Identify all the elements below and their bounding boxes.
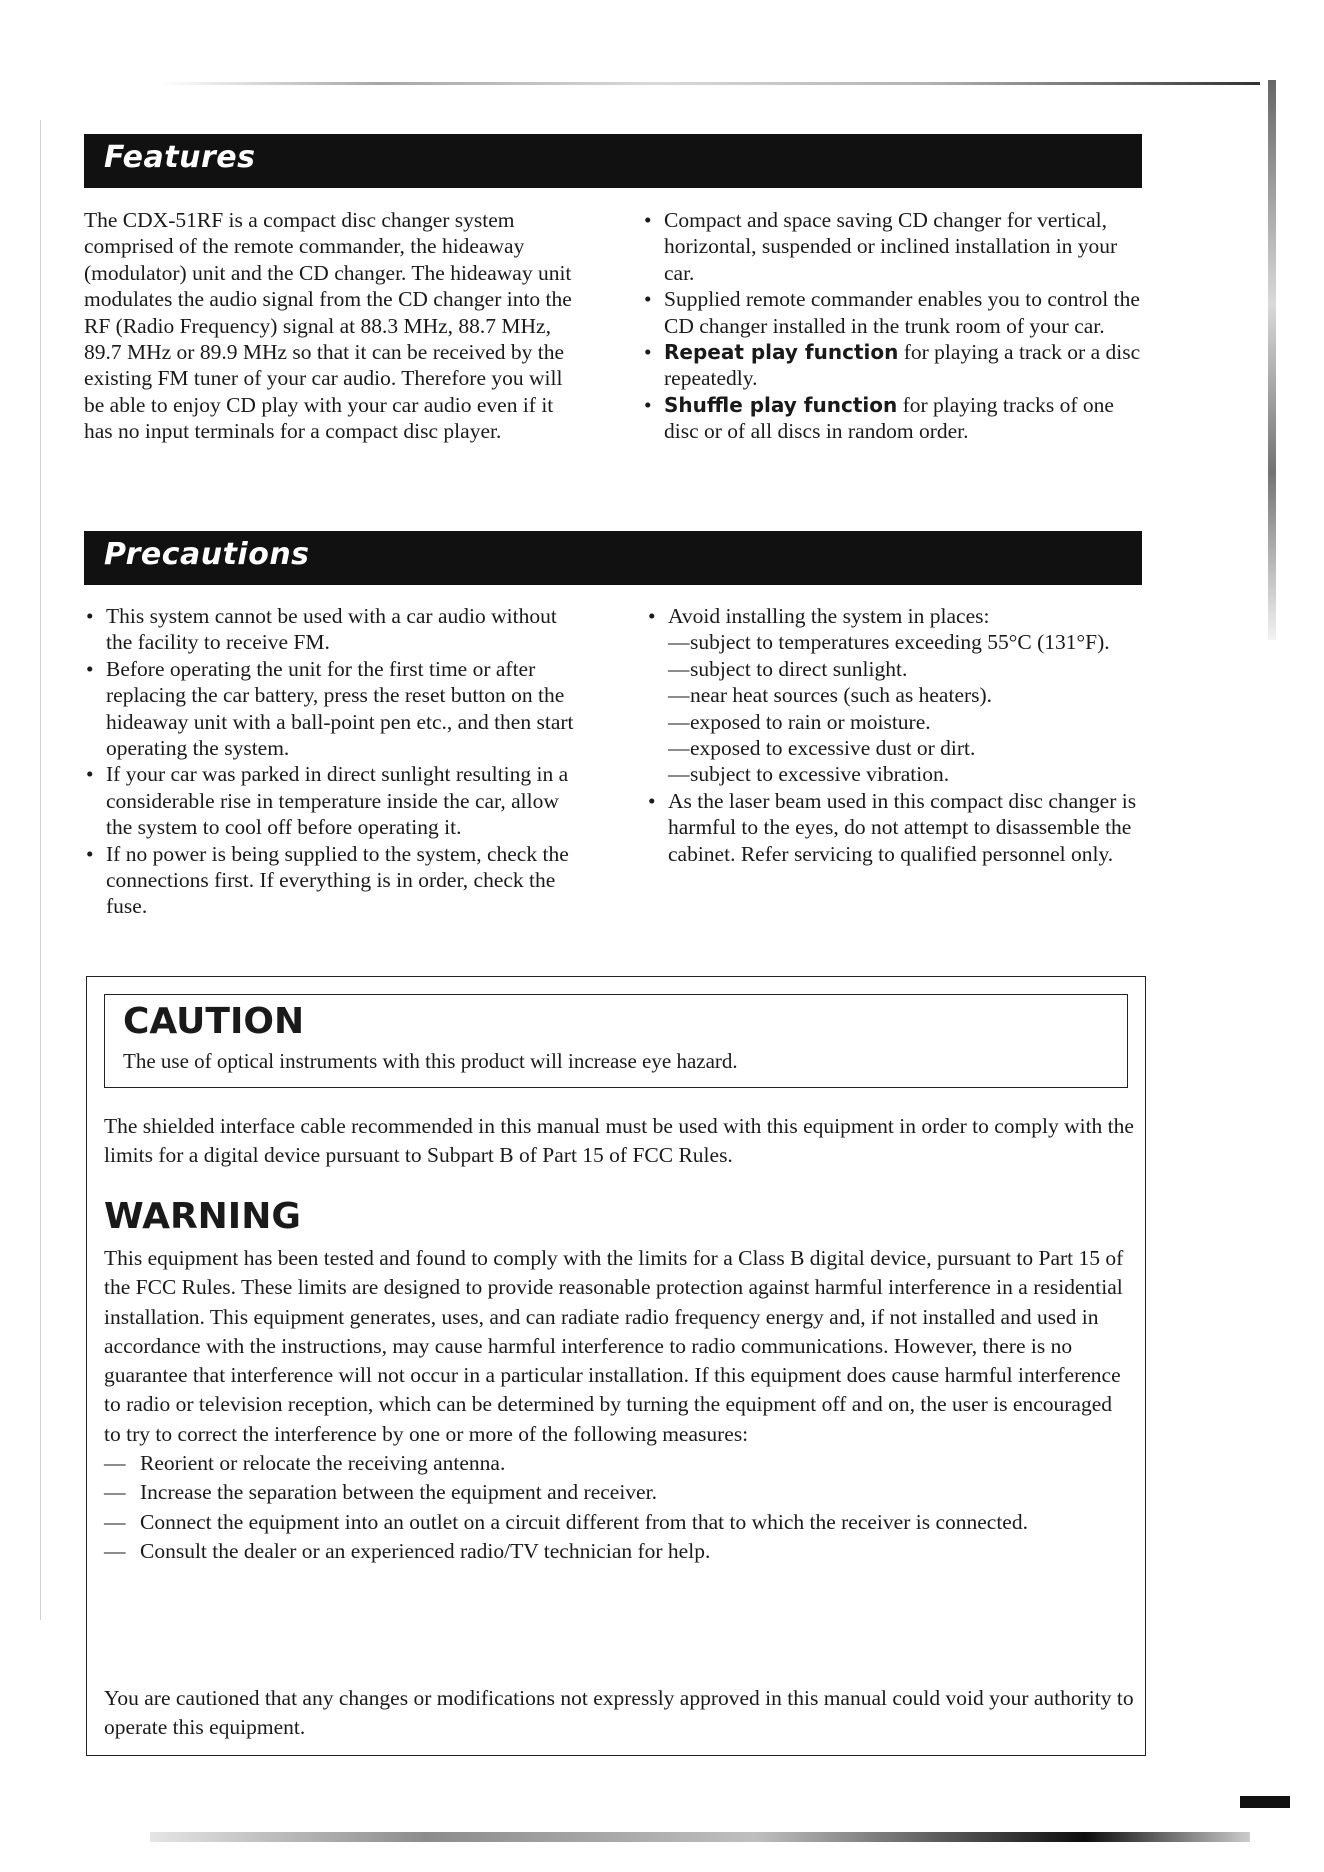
features-list <box>642 207 1142 445</box>
scan-artifact-top <box>160 82 1260 85</box>
caution-box <box>104 994 1128 1088</box>
precautions-heading: Precautions <box>104 537 310 572</box>
scan-artifact-left <box>40 120 41 1620</box>
precaution-item: • This system cannot be used with a car audio without the facility to receive FM. <box>84 603 584 656</box>
precaution-item: • Before operating the unit for the first time or after replacing the car battery, press the reset button on the hideaway unit with a ball-point pen etc., and then start operating the system. <box>84 656 584 762</box>
precautions-heading-bar <box>84 531 1142 585</box>
features-heading: Features <box>104 140 256 175</box>
feature-item: • Repeat play function for playing a track or a disc repeatedly. <box>642 339 1142 392</box>
scan-artifact-bottom <box>150 1832 1250 1842</box>
install-place-item: — subject to direct sunlight. <box>668 656 1146 682</box>
fcc-note: The shielded interface cable recommended in this manual must be used with this equipment in order to comply with the limits for a digital device pursuant to Subpart B of Part 15 of FCC Rules. <box>104 1114 1134 1167</box>
feature-keyword: Shuffle play function <box>664 392 898 417</box>
feature-item: • Shuffle play function for playing tracks of one disc or of all discs in random order. <box>642 392 1142 445</box>
install-place-item: — exposed to rain or moisture. <box>668 709 1146 735</box>
install-place-item: — near heat sources (such as heaters). <box>668 682 1146 708</box>
warning-measures-list <box>104 1449 1134 1566</box>
warning-closing: You are cautioned that any changes or modifications not expressly approved in this manual could void your authority to operate this equipment. <box>104 1686 1134 1739</box>
features-intro: The CDX-51RF is a compact disc changer system comprised of the remote commander, the hideaway (modulator) unit and the CD changer. The hideaway unit modulates the audio signal from the CD changer into the RF (Radio Frequency) signal at 88.3 MHz, 88.7 MHz, 89.7 MHz or 89.9 MHz so that it can be received by the existing FM tuner of your car audio. Therefore you will be able to enjoy CD play with your car audio even if it has no input terminals for a compact disc player. <box>84 208 572 444</box>
caution-title: CAUTION <box>123 1001 305 1042</box>
scan-artifact-right <box>1268 80 1276 640</box>
warning-body <box>104 1244 1134 1566</box>
warning-paragraph: This equipment has been tested and found to comply with the limits for a Class B digital device, pursuant to Part 15 of the FCC Rules. These limits are designed to provide reasonable protection against harmful interference in a residential installation. This equipment generates, uses, and can radiate radio frequency energy and, if not installed and used in accordance with the instructions, may cause harmful interference to radio communications. However, there is no guarantee that interference will not occur in a particular installation. If this equipment does cause harmful interference to radio or television reception, which can be determined by turning the equipment off and on, the user is encouraged to try to correct the interference by one or more of the following measures: <box>104 1246 1124 1446</box>
precautions-right-column <box>646 603 1146 867</box>
warning-measure-item: — Reorient or relocate the receiving antenna. <box>104 1449 1134 1478</box>
features-heading-bar <box>84 134 1142 188</box>
warning-measure-item: — Consult the dealer or an experienced radio/TV technician for help. <box>104 1537 1134 1566</box>
install-place-item: — subject to excessive vibration. <box>668 761 1146 787</box>
warning-measure-item: — Increase the separation between the equipment and receiver. <box>104 1478 1134 1507</box>
precaution-item: • As the laser beam used in this compact disc changer is harmful to the eyes, do not attempt to disassemble the cabinet. Refer servicing to qualified personnel only. <box>646 788 1146 867</box>
install-places-list <box>668 629 1146 787</box>
precautions-left-list <box>84 603 584 920</box>
features-intro-column <box>84 207 584 445</box>
precaution-item: • If no power is being supplied to the system, check the connections first. If everything is in order, check the fuse. <box>84 841 584 920</box>
feature-item: • Supplied remote commander enables you to control the CD changer installed in the trunk room of your car. <box>642 286 1142 339</box>
scan-corner-mark <box>1240 1796 1290 1808</box>
caution-text: The use of optical instruments with this product will increase eye hazard. <box>123 1049 738 1073</box>
warning-title: WARNING <box>104 1196 301 1237</box>
install-place-item: — exposed to excessive dust or dirt. <box>668 735 1146 761</box>
install-place-item: — subject to temperatures exceeding 55°C (131°F). <box>668 629 1146 655</box>
features-list-column <box>642 207 1142 445</box>
precautions-right-list <box>646 603 1146 867</box>
feature-item: • Compact and space saving CD changer for vertical, horizontal, suspended or inclined installation in your car. <box>642 207 1142 286</box>
precautions-left-column <box>84 603 584 920</box>
precaution-item: • Avoid installing the system in places: — subject to temperatures exceeding 55°C (131°F). — subject to direct sunlight. — near heat sources (such as heaters). — exposed to rain or moisture. — exposed to excessive dust or dirt. — subject to excessive vibration. <box>646 603 1146 788</box>
warning-measure-item: — Connect the equipment into an outlet on a circuit different from that to which the receiver is connected. <box>104 1508 1134 1537</box>
precaution-item: • If your car was parked in direct sunlight resulting in a considerable rise in temperature inside the car, allow the system to cool off before operating it. <box>84 761 584 840</box>
feature-keyword: Repeat play function <box>664 340 899 365</box>
